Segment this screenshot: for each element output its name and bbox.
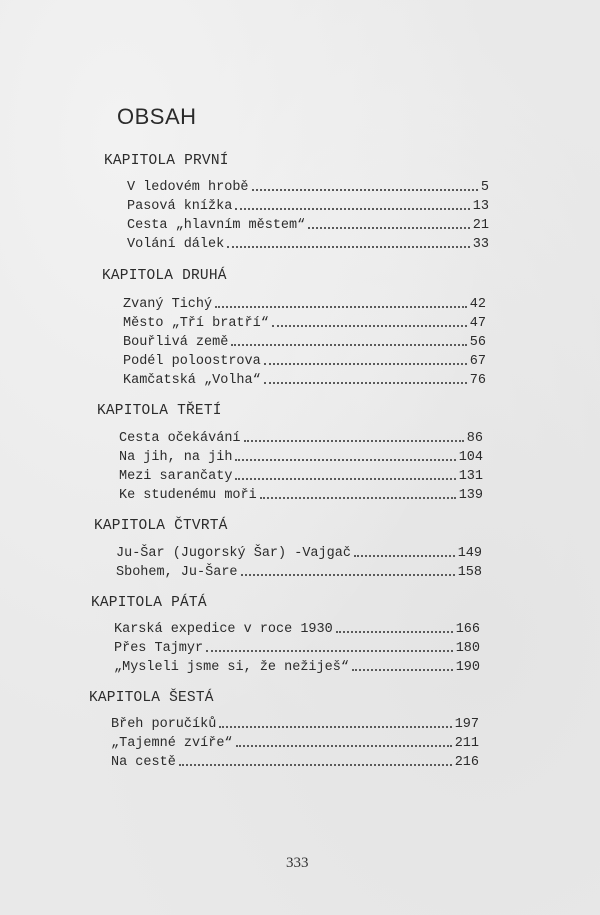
dot-leader	[227, 246, 470, 248]
toc-entry-page: 21	[472, 218, 489, 233]
toc-entry	[119, 447, 483, 465]
toc-entry-page: 104	[458, 450, 483, 465]
dot-leader	[206, 650, 453, 652]
toc-entry-page: 180	[455, 641, 480, 656]
toc-entry	[111, 733, 479, 751]
toc-entry-title: Sbohem, Ju-Šare	[116, 565, 238, 580]
toc-entry-page: 190	[455, 660, 480, 675]
toc-entry-title: Ju-Šar (Jugorský Šar) -Vajgač	[116, 546, 351, 561]
dot-leader	[272, 325, 467, 327]
toc-entry-page: 139	[458, 488, 483, 503]
toc-entry	[123, 332, 486, 350]
toc-entry-title: Břeh poručíků	[111, 717, 217, 732]
toc-entry-title: Podél poloostrova	[123, 354, 261, 369]
page-number: 333	[286, 855, 309, 871]
dot-leader	[231, 344, 466, 346]
dot-leader	[252, 189, 478, 191]
dot-leader	[336, 631, 453, 633]
toc-entry-page: 47	[469, 316, 486, 331]
toc-entry-page: 67	[469, 354, 486, 369]
toc-entry-title: Přes Tajmyr	[114, 641, 204, 656]
toc-entry-title: Ke studenému moři	[119, 488, 257, 503]
toc-entry	[127, 234, 489, 252]
toc-entry	[114, 657, 480, 675]
dot-leader	[352, 669, 453, 671]
toc-entry	[123, 370, 486, 388]
toc-entry-page: 33	[472, 237, 489, 252]
toc-entry	[123, 313, 486, 331]
toc-entry	[127, 196, 489, 214]
toc-entry-title: Kamčatská „Volha“	[123, 373, 261, 388]
dot-leader	[264, 363, 467, 365]
dot-leader	[236, 745, 452, 747]
toc-entry-title: Město „Tří bratří“	[123, 316, 269, 331]
toc-entry	[119, 485, 483, 503]
toc-entry-page: 158	[457, 565, 482, 580]
toc-entry-page: 197	[454, 717, 479, 732]
toc-entry-page: 211	[454, 736, 479, 751]
dot-leader	[354, 555, 455, 557]
dot-leader	[244, 440, 464, 442]
toc-entry-page: 76	[469, 373, 486, 388]
toc-entry-page: 5	[480, 180, 489, 195]
dot-leader	[219, 726, 451, 728]
toc-entry-title: Na cestě	[111, 755, 176, 770]
dot-leader	[215, 306, 467, 308]
toc-entry-title: Na jih, na jih	[119, 450, 233, 465]
toc-entry	[119, 466, 483, 484]
toc-entry-title: V ledovém hrobě	[127, 180, 249, 195]
dot-leader	[260, 497, 456, 499]
dot-leader	[179, 764, 452, 766]
dot-leader	[235, 478, 455, 480]
chapter-heading-1: KAPITOLA PRVNÍ	[104, 153, 229, 169]
dot-leader	[235, 459, 455, 461]
toc-entry-title: Mezi sarančaty	[119, 469, 233, 484]
toc-entry-title: „Mysleli jsme si, že nežiješ“	[114, 660, 349, 675]
toc-entry-title: Cesta očekávání	[119, 431, 241, 446]
toc-entry-page: 216	[454, 755, 479, 770]
toc-entry-title: Zvaný Tichý	[123, 297, 213, 312]
toc-entry	[111, 714, 479, 732]
toc-entry-title: Cesta „hlavním městem“	[127, 218, 306, 233]
chapter-heading-6: KAPITOLA ŠESTÁ	[89, 690, 214, 706]
toc-entry-title: Volání dálek	[127, 237, 225, 252]
chapter-heading-2: KAPITOLA DRUHÁ	[102, 268, 227, 284]
chapter-heading-3: KAPITOLA TŘETÍ	[97, 403, 222, 419]
dot-leader	[241, 574, 455, 576]
dot-leader	[235, 208, 469, 210]
toc-entry-title: Karská expedice v roce 1930	[114, 622, 333, 637]
chapter-heading-5: KAPITOLA PÁTÁ	[91, 595, 207, 611]
toc-entry-page: 86	[466, 431, 483, 446]
toc-entry	[111, 752, 479, 770]
dot-leader	[264, 382, 467, 384]
toc-entry-title: Pasová knížka	[127, 199, 233, 214]
toc-entry-page: 42	[469, 297, 486, 312]
toc-entry-page: 56	[469, 335, 486, 350]
toc-entry-page: 131	[458, 469, 483, 484]
toc-entry	[123, 351, 486, 369]
toc-entry	[123, 294, 486, 312]
dot-leader	[308, 227, 470, 229]
contents-heading: OBSAH	[117, 104, 197, 129]
toc-entry	[119, 428, 483, 446]
toc-entry	[114, 638, 480, 656]
toc-entry-page: 166	[455, 622, 480, 637]
toc-entry	[127, 177, 489, 195]
toc-entry-title: Bouřlivá země	[123, 335, 229, 350]
toc-entry	[116, 543, 482, 561]
toc-entry	[127, 215, 489, 233]
chapter-heading-4: KAPITOLA ČTVRTÁ	[94, 518, 228, 534]
toc-entry-page: 13	[472, 199, 489, 214]
toc-entry-page: 149	[457, 546, 482, 561]
toc-entry-title: „Tajemné zvíře“	[111, 736, 233, 751]
toc-entry	[116, 562, 482, 580]
toc-entry	[114, 619, 480, 637]
